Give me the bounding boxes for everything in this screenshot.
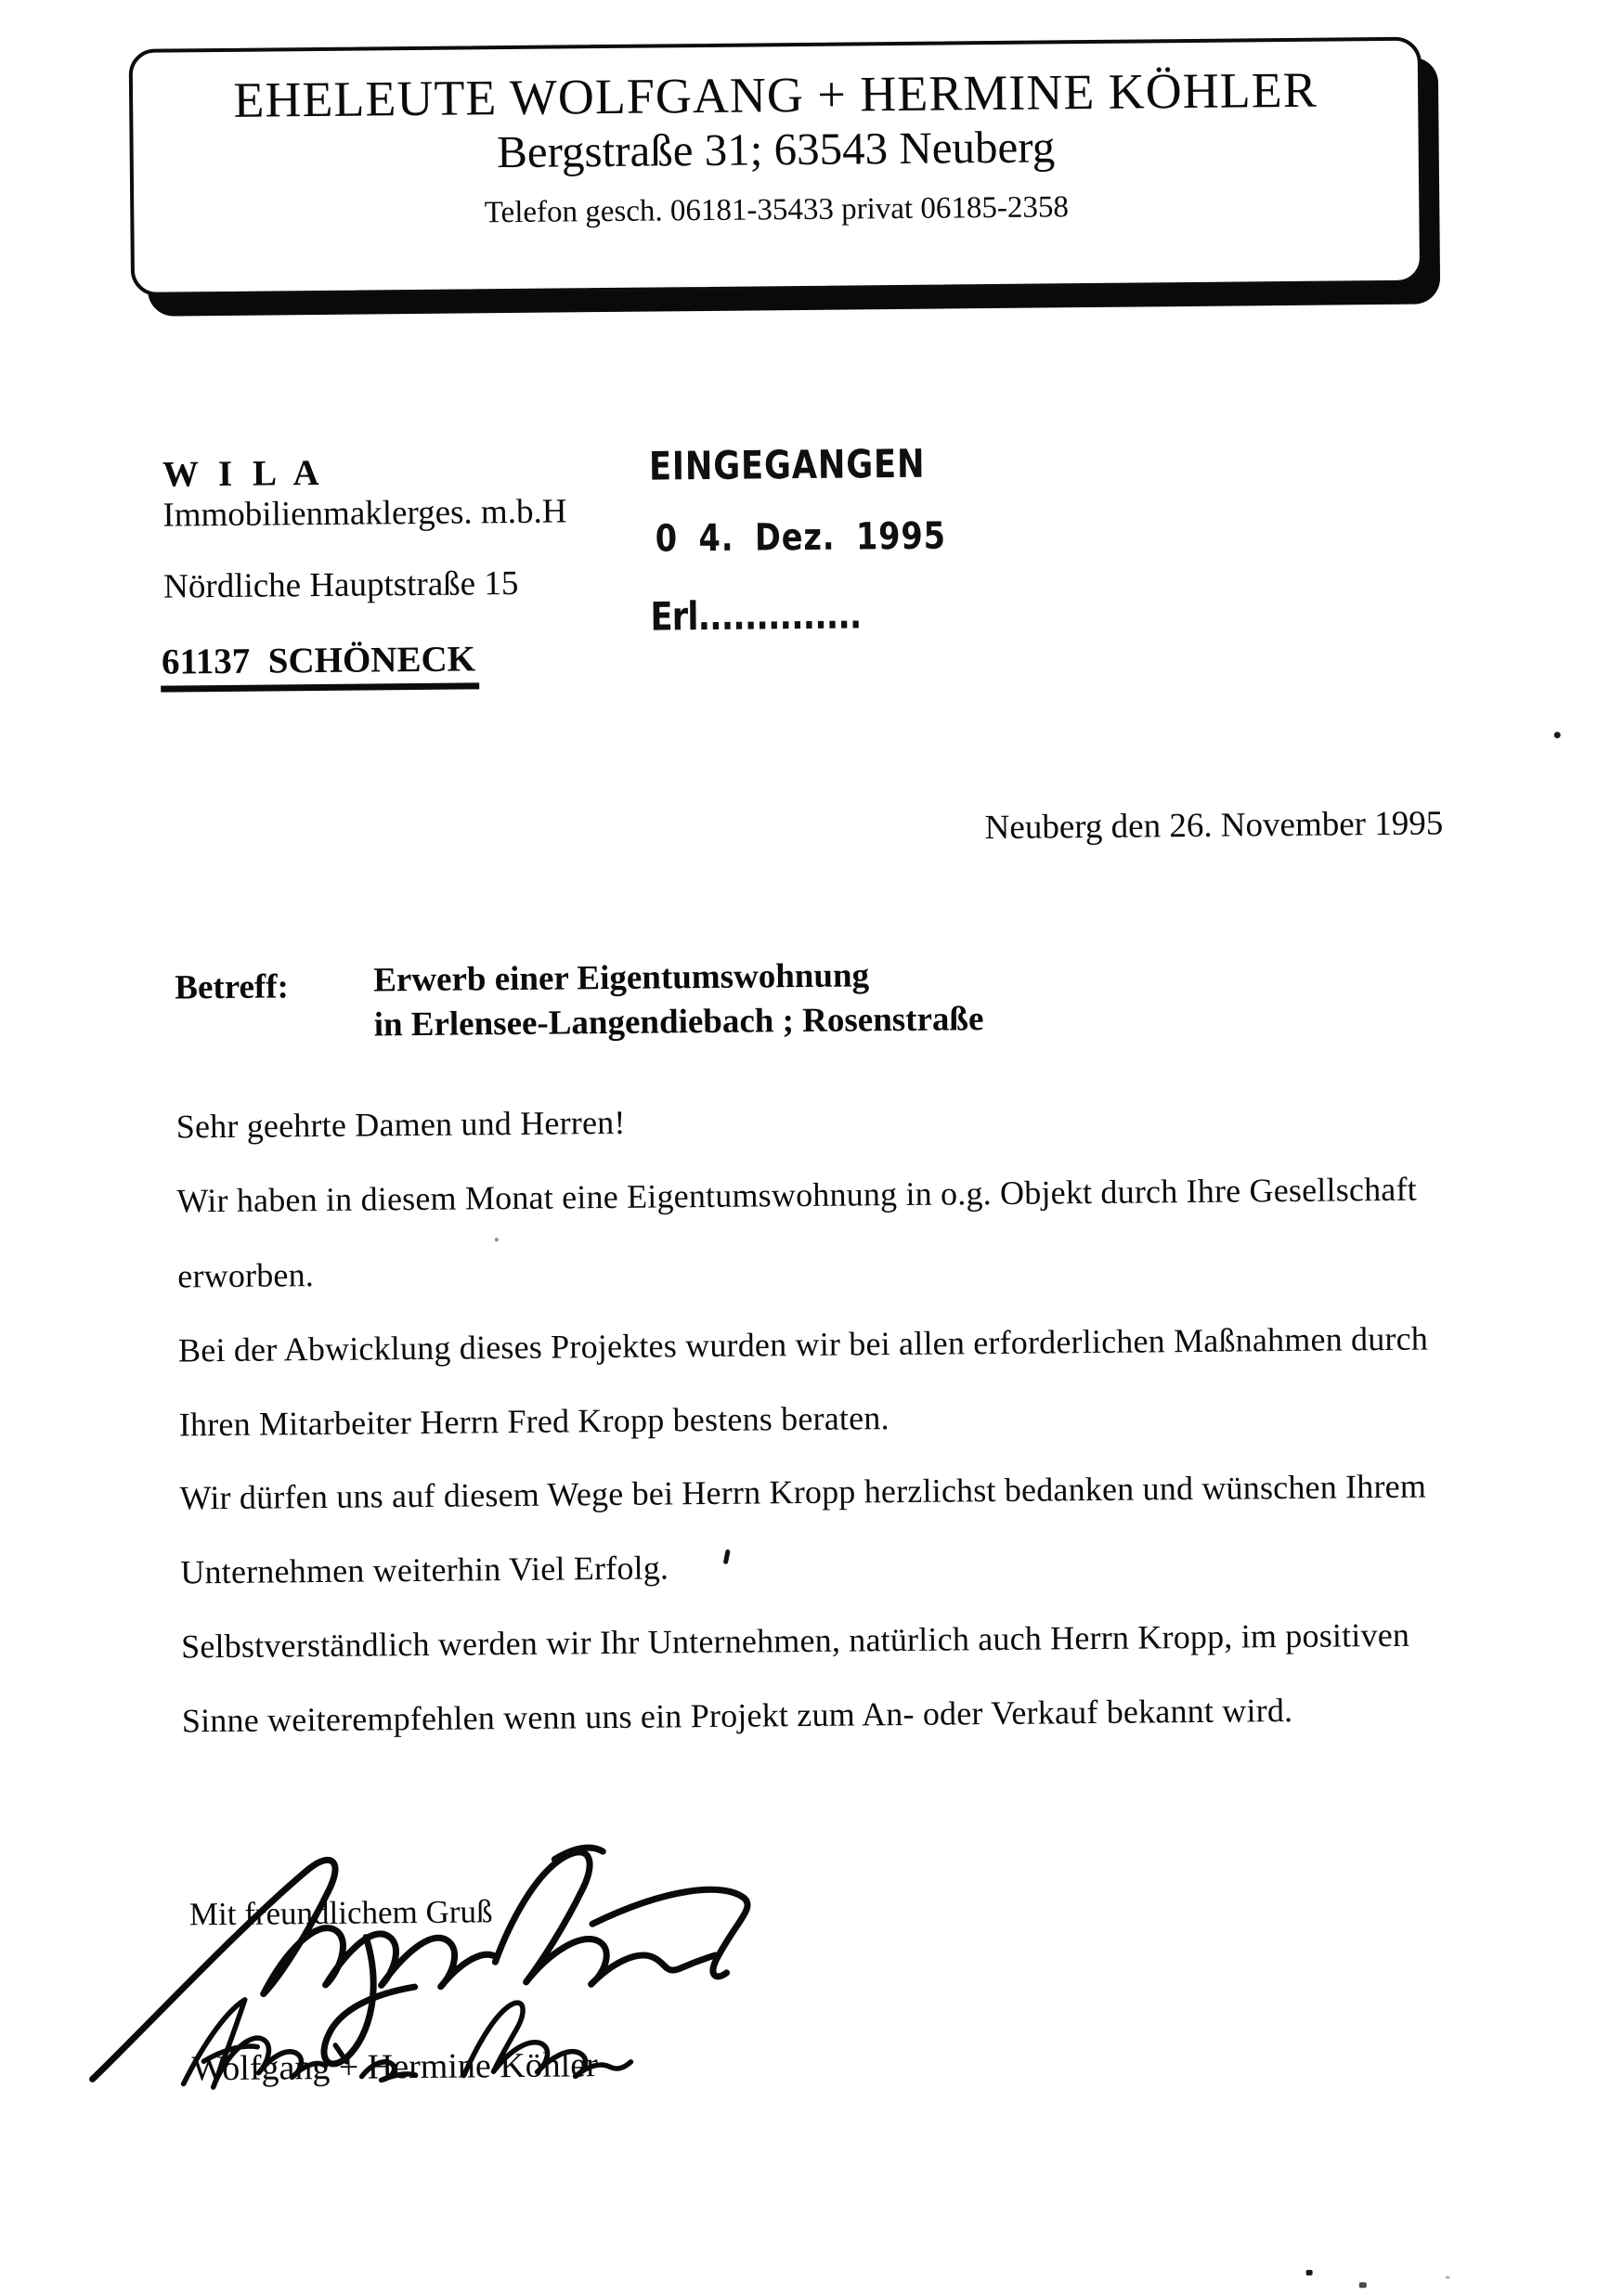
body-line: Wir dürfen uns auf diesem Wege bei Herrn Kropp herzlichst bedanken und wünschen Ihrem xyxy=(179,1467,1427,1517)
letterhead-address: Bergstraße 31; 63543 Neuberg xyxy=(496,121,1056,178)
scan-speck xyxy=(1359,2282,1367,2288)
body-line: Wir haben in diesem Monat eine Eigentumswohnung in o.g. Objekt durch Ihre Gesellschaft xyxy=(176,1170,1418,1220)
subject-line-2: in Erlensee-Langendiebach ; Rosenstraße xyxy=(373,1000,984,1044)
scan-speck xyxy=(495,1238,499,1241)
body-line: erworben. xyxy=(177,1256,315,1295)
recipient-name: W I L A xyxy=(162,452,325,495)
subject-label: Betreff: xyxy=(175,967,290,1007)
body-line: Ihren Mitarbeiter Herrn Fred Kropp bestens beraten. xyxy=(178,1399,889,1444)
body-line: Sehr geehrte Damen und Herren! xyxy=(175,1103,626,1146)
received-stamp-title: EINGEGANGEN xyxy=(648,440,926,489)
signed-names: Wolfgang + Hermine Köhler xyxy=(191,2045,598,2089)
signature-wolfgang xyxy=(90,1846,749,2079)
recipient-city: 61137 SCHÖNECK xyxy=(161,638,480,692)
letterhead-phone: Telefon gesch. 06181-35433 privat 06185-2358 xyxy=(484,190,1070,230)
body-line: Selbstverständlich werden wir Ihr Unternehmen, natürlich auch Herrn Kropp, im positiven xyxy=(180,1615,1410,1666)
body-line: Unternehmen weiterhin Viel Erfolg. xyxy=(180,1549,669,1591)
scan-speck xyxy=(1554,732,1561,738)
scan-speck xyxy=(1446,2276,1450,2278)
date-line: Neuberg den 26. November 1995 xyxy=(984,804,1444,848)
scan-speck xyxy=(1306,2270,1313,2276)
body-line: Sinne weiterempfehlen wenn uns ein Projekt zum An- oder Verkauf bekannt wird. xyxy=(181,1691,1293,1740)
body-line: Bei der Abwicklung dieses Projektes wurden wir bei allen erforderlichen Maßnahmen durch xyxy=(177,1319,1429,1369)
scan-mark xyxy=(723,1549,731,1564)
closing-greeting: Mit freundlichem Gruß xyxy=(188,1893,493,1933)
subject-line-1: Erwerb einer Eigentumswohnung xyxy=(373,956,870,1000)
letterhead-box xyxy=(129,37,1423,296)
recipient-company: Immobilienmaklerges. m.b.H xyxy=(162,492,567,535)
recipient-street: Nördliche Hauptstraße 15 xyxy=(162,564,519,606)
received-stamp-date: 0 4. Dez. 1995 xyxy=(655,514,947,561)
letterhead-name: EHELEUTE WOLFGANG + HERMINE KÖHLER xyxy=(233,61,1318,128)
received-stamp-erl: Erl.............. xyxy=(650,591,862,640)
